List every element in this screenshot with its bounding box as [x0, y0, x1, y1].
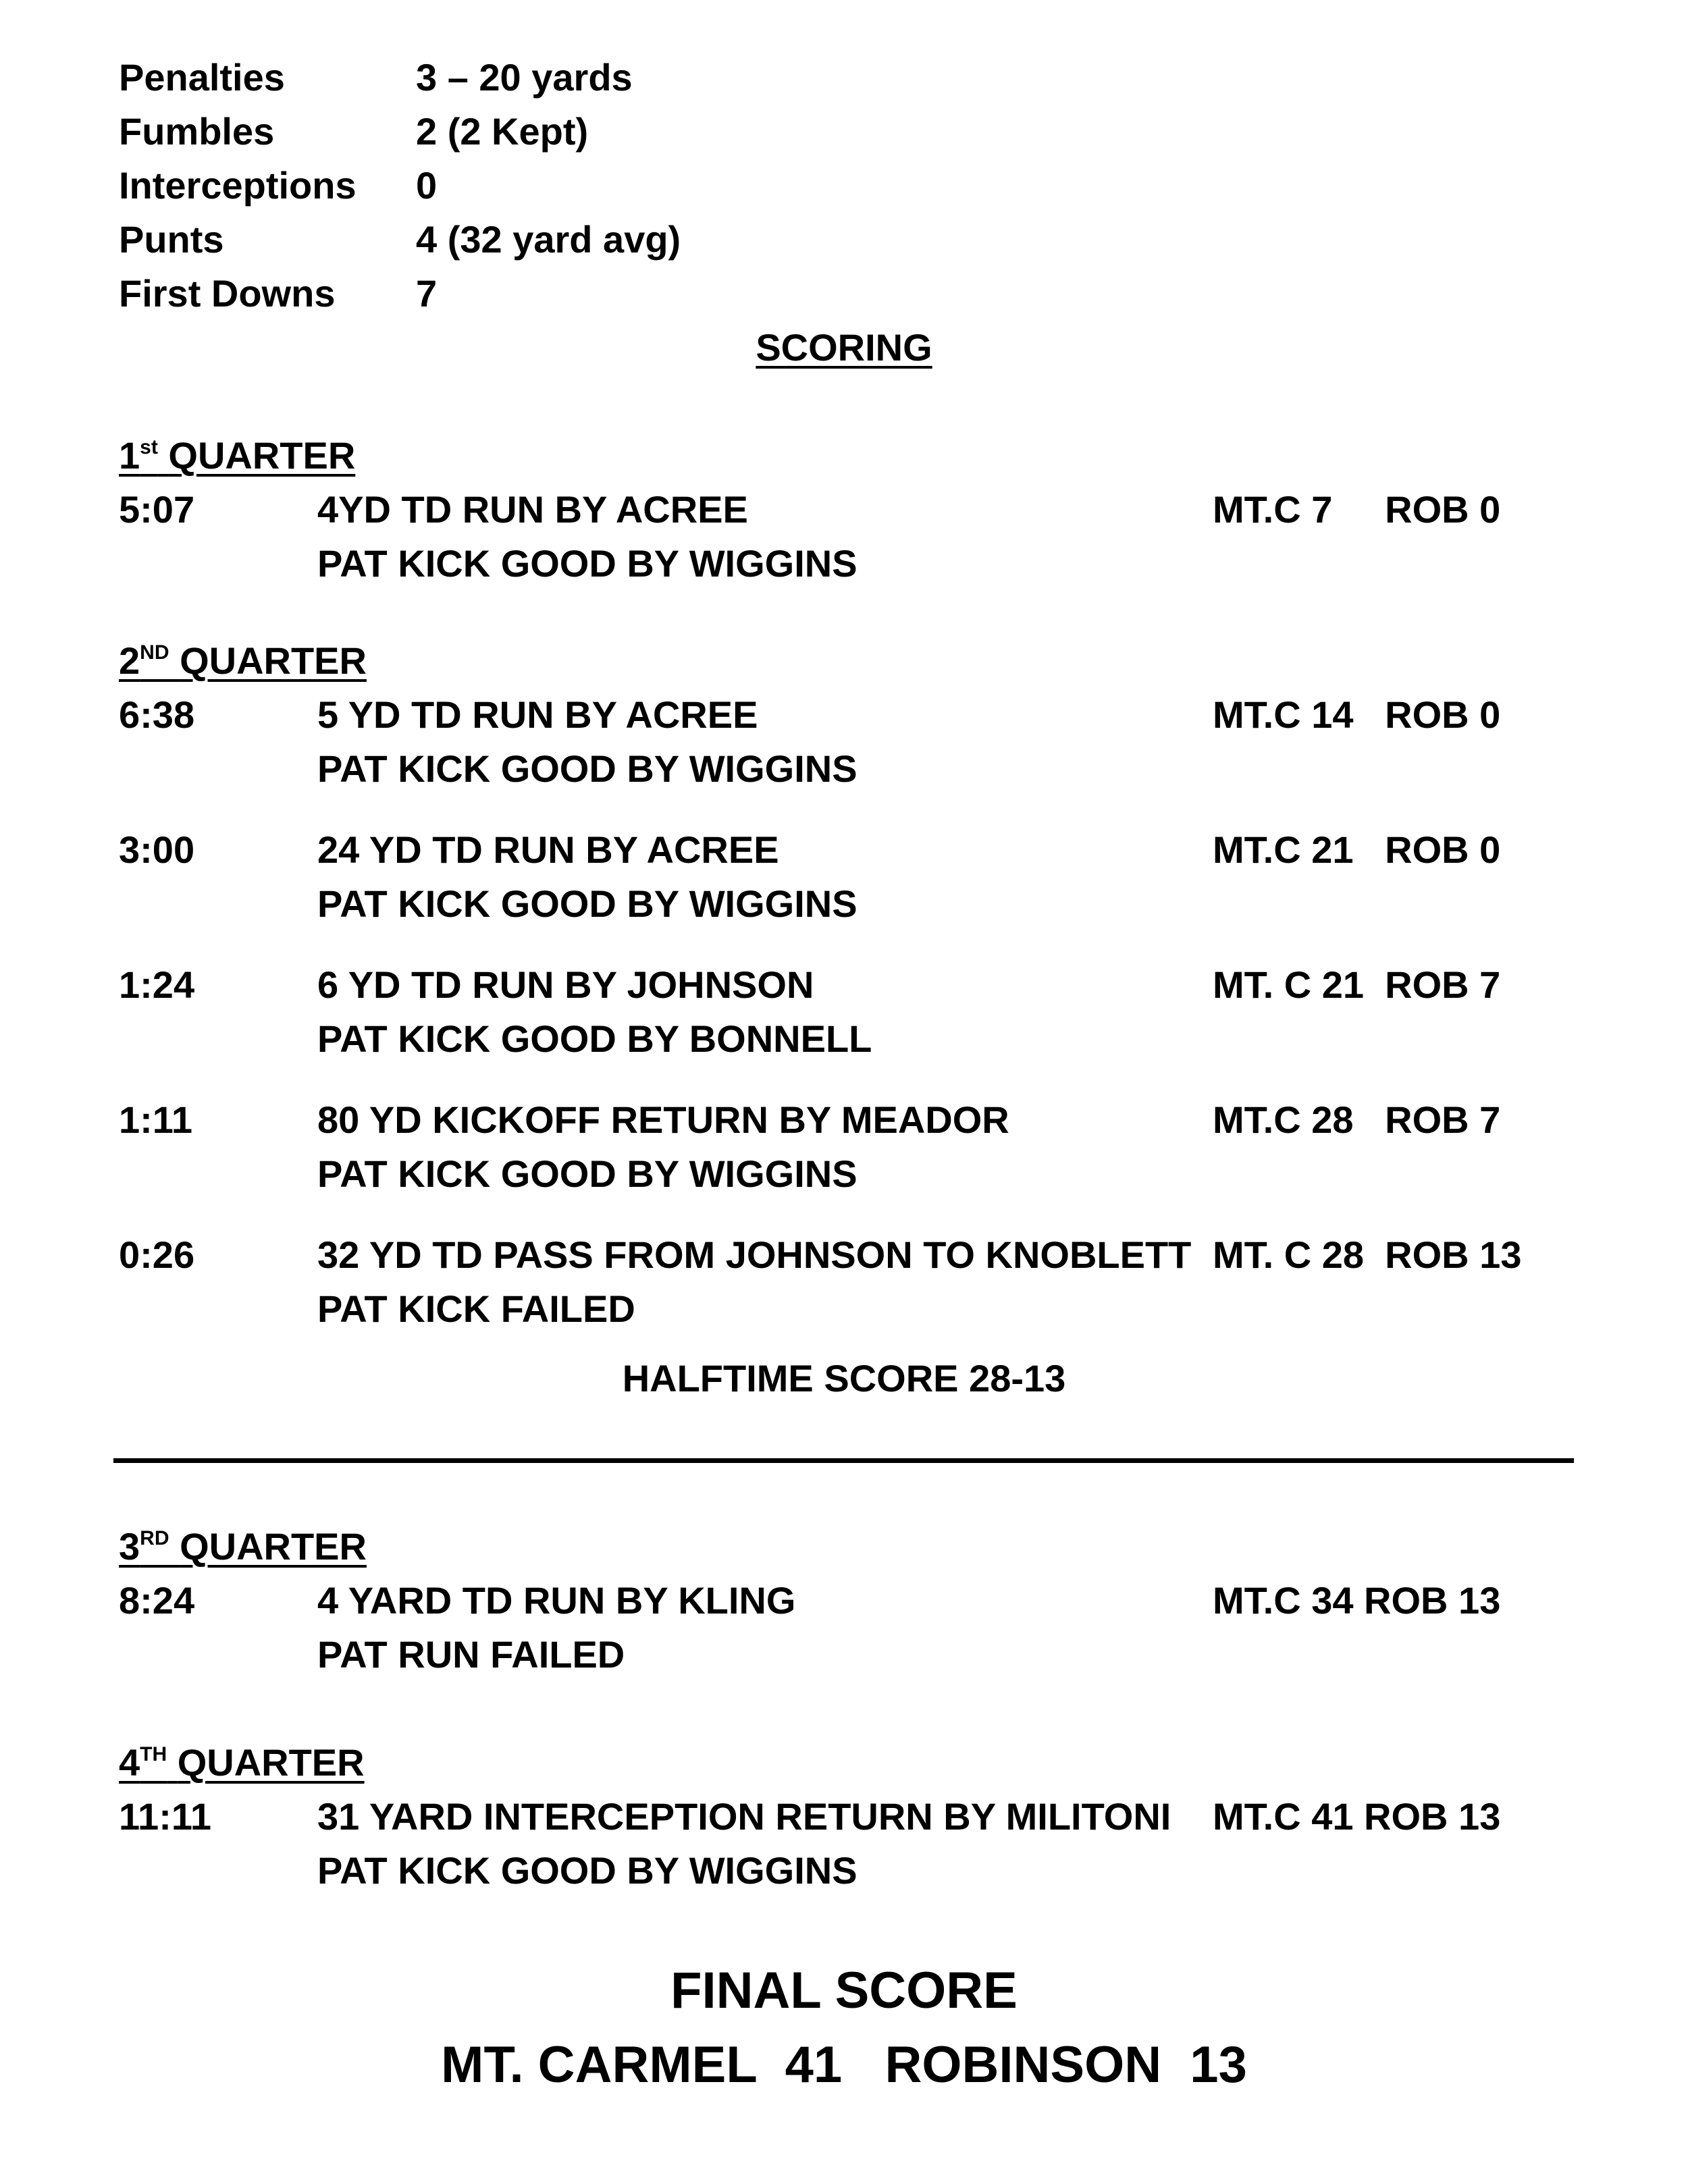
play-time: 6:38	[119, 693, 195, 736]
play-desc: 32 YD TD PASS FROM JOHNSON TO KNOBLETT	[317, 1233, 1192, 1276]
scoring-title: SCORING	[756, 326, 932, 369]
stat-value: 3 – 20 yards	[416, 56, 633, 99]
play-time: 0:26	[119, 1233, 195, 1276]
play-score: MT. C 28 ROB 13	[1213, 1233, 1522, 1276]
play-desc: 24 YD TD RUN BY ACREE	[317, 828, 779, 871]
stat-label: Punts	[119, 218, 224, 261]
play-desc: 4 YARD TD RUN BY KLING	[317, 1579, 796, 1622]
play-score: MT.C 21 ROB 0	[1213, 828, 1501, 871]
stat-value: 0	[416, 164, 438, 207]
final-score: MT. CARMEL 41 ROBINSON 13	[441, 2036, 1247, 2094]
play-score: MT. C 21 ROB 7	[1213, 963, 1501, 1006]
play-pat: PAT KICK GOOD BY WIGGINS	[317, 1152, 858, 1195]
play-desc: 5 YD TD RUN BY ACREE	[317, 693, 758, 736]
play-time: 5:07	[119, 488, 195, 531]
play-score: MT.C 7 ROB 0	[1213, 488, 1501, 531]
stat-value: 2 (2 Kept)	[416, 110, 589, 153]
quarter-heading: 2ND QUARTER	[119, 639, 367, 682]
play-pat: PAT KICK GOOD BY WIGGINS	[317, 1849, 858, 1892]
play-desc: 31 YARD INTERCEPTION RETURN BY MILITONI	[317, 1795, 1171, 1838]
stat-label: First Downs	[119, 272, 336, 315]
play-pat: PAT KICK GOOD BY WIGGINS	[317, 882, 858, 925]
play-pat: PAT KICK GOOD BY WIGGINS	[317, 542, 858, 585]
quarter-heading: 4TH QUARTER	[119, 1741, 365, 1784]
play-desc: 4YD TD RUN BY ACREE	[317, 488, 748, 531]
divider	[113, 1458, 1574, 1463]
play-pat: PAT KICK FAILED	[317, 1287, 635, 1330]
play-desc: 80 YD KICKOFF RETURN BY MEADOR	[317, 1098, 1009, 1141]
play-time: 1:24	[119, 963, 195, 1006]
play-score: MT.C 34 ROB 13	[1213, 1579, 1501, 1622]
stat-value: 7	[416, 272, 438, 315]
final-score-title: FINAL SCORE	[670, 1962, 1018, 2019]
halftime-score: HALFTIME SCORE 28-13	[622, 1357, 1066, 1400]
stat-label: Penalties	[119, 56, 285, 99]
play-desc: 6 YD TD RUN BY JOHNSON	[317, 963, 814, 1006]
quarter-heading: 3RD QUARTER	[119, 1525, 367, 1568]
play-time: 3:00	[119, 828, 195, 871]
play-score: MT.C 14 ROB 0	[1213, 693, 1501, 736]
play-pat: PAT KICK GOOD BY BONNELL	[317, 1017, 872, 1060]
play-pat: PAT KICK GOOD BY WIGGINS	[317, 747, 858, 790]
stat-label: Interceptions	[119, 164, 357, 207]
play-score: MT.C 28 ROB 7	[1213, 1098, 1501, 1141]
play-score: MT.C 41 ROB 13	[1213, 1795, 1501, 1838]
play-time: 8:24	[119, 1579, 195, 1622]
play-time: 1:11	[119, 1098, 192, 1141]
stat-value: 4 (32 yard avg)	[416, 218, 681, 261]
play-pat: PAT RUN FAILED	[317, 1633, 625, 1676]
stat-label: Fumbles	[119, 110, 275, 153]
play-time: 11:11	[119, 1795, 212, 1838]
quarter-heading: 1st QUARTER	[119, 434, 356, 477]
